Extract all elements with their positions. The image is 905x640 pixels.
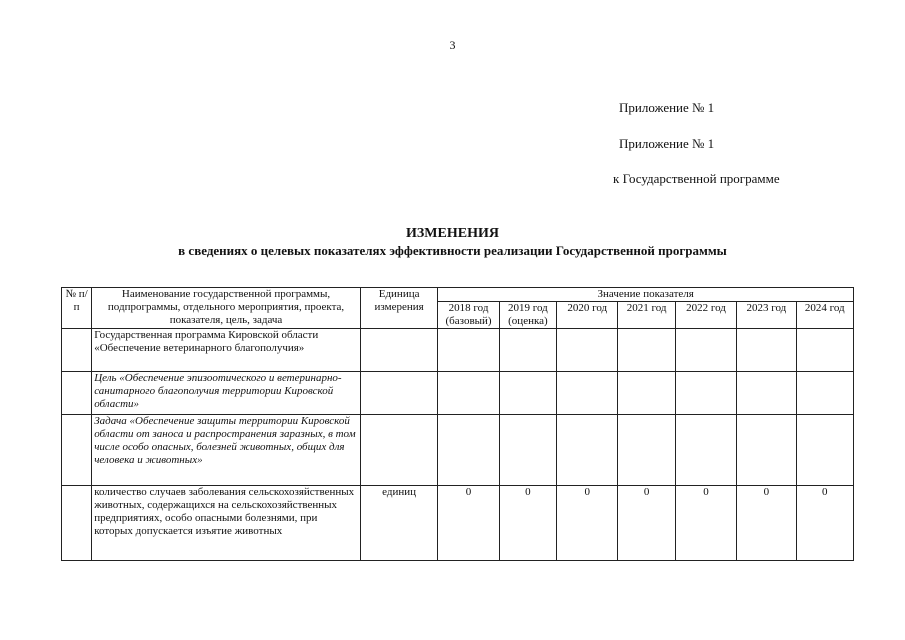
header-unit: Единица измерения (360, 288, 437, 329)
table-row (62, 329, 854, 372)
header-value-group: Значение показателя (438, 288, 854, 302)
document-title (0, 225, 905, 259)
row-name: Задача «Обеспечение защиты территории Кировской области от заноса и распространения заразных, в том числе особо опасных, болезней животных, общих для человека и животных» (92, 415, 361, 486)
indicators-table (61, 287, 854, 561)
value-cell (618, 329, 675, 372)
value-cell: 0 (499, 486, 556, 561)
row-name: количество случаев заболевания сельскохозяйственных животных, содержащихся на сельскохозяйственных предприятиях, особо опасными болезнями, при которых допускается изъятие животных (92, 486, 361, 561)
row-name: Государственная программа Кировской области «Обеспечение ветеринарного благополучия» (92, 329, 361, 372)
value-cell (796, 415, 853, 486)
value-cell (557, 372, 618, 415)
row-num (62, 372, 92, 415)
value-cell: 0 (675, 486, 736, 561)
table-row (62, 486, 854, 561)
table-row (62, 372, 854, 415)
value-cell (557, 329, 618, 372)
value-cell (675, 329, 736, 372)
value-cell (557, 415, 618, 486)
value-cell (675, 415, 736, 486)
title-main: ИЗМЕНЕНИЯ (406, 226, 499, 241)
value-cell: 0 (618, 486, 675, 561)
value-cell (618, 415, 675, 486)
value-cell (438, 329, 499, 372)
appendix-line-3: к Государственной программе (613, 171, 780, 186)
header-year-2020: 2020 год (557, 302, 618, 329)
value-cell (675, 372, 736, 415)
header-name: Наименование государственной программы, подпрограммы, отдельного мероприятия, проекта, показателя, цель, задача (92, 288, 361, 329)
header-year-2022: 2022 год (675, 302, 736, 329)
row-unit: единиц (360, 486, 437, 561)
value-cell (438, 372, 499, 415)
row-name: Цель «Обеспечение эпизоотического и ветеринарно-санитарного благополучия территории Кировской области» (92, 372, 361, 415)
value-cell: 0 (557, 486, 618, 561)
value-cell (796, 372, 853, 415)
header-year-2019: 2019 год (оценка) (499, 302, 556, 329)
value-cell: 0 (438, 486, 499, 561)
value-cell (796, 329, 853, 372)
value-cell (438, 415, 499, 486)
value-cell: 0 (796, 486, 853, 561)
page-number: 3 (449, 38, 456, 52)
header-year-2021: 2021 год (618, 302, 675, 329)
header-year-2018: 2018 год (базовый) (438, 302, 499, 329)
value-cell (499, 415, 556, 486)
appendix-line-1: Приложение № 1 (619, 100, 715, 115)
row-unit (360, 329, 437, 372)
header-year-2023: 2023 год (737, 302, 796, 329)
row-unit (360, 372, 437, 415)
row-num (62, 415, 92, 486)
row-num (62, 329, 92, 372)
row-num (62, 486, 92, 561)
header-year-2024: 2024 год (796, 302, 853, 329)
value-cell (737, 415, 796, 486)
value-cell (499, 329, 556, 372)
appendix-line-2: Приложение № 1 (619, 136, 715, 151)
row-unit (360, 415, 437, 486)
value-cell (737, 372, 796, 415)
title-subtitle: в сведениях о целевых показателях эффективности реализации Государственной программы (178, 243, 727, 258)
value-cell (618, 372, 675, 415)
value-cell (499, 372, 556, 415)
value-cell: 0 (737, 486, 796, 561)
table-row (62, 415, 854, 486)
header-num: № п/п (62, 288, 92, 329)
value-cell (737, 329, 796, 372)
